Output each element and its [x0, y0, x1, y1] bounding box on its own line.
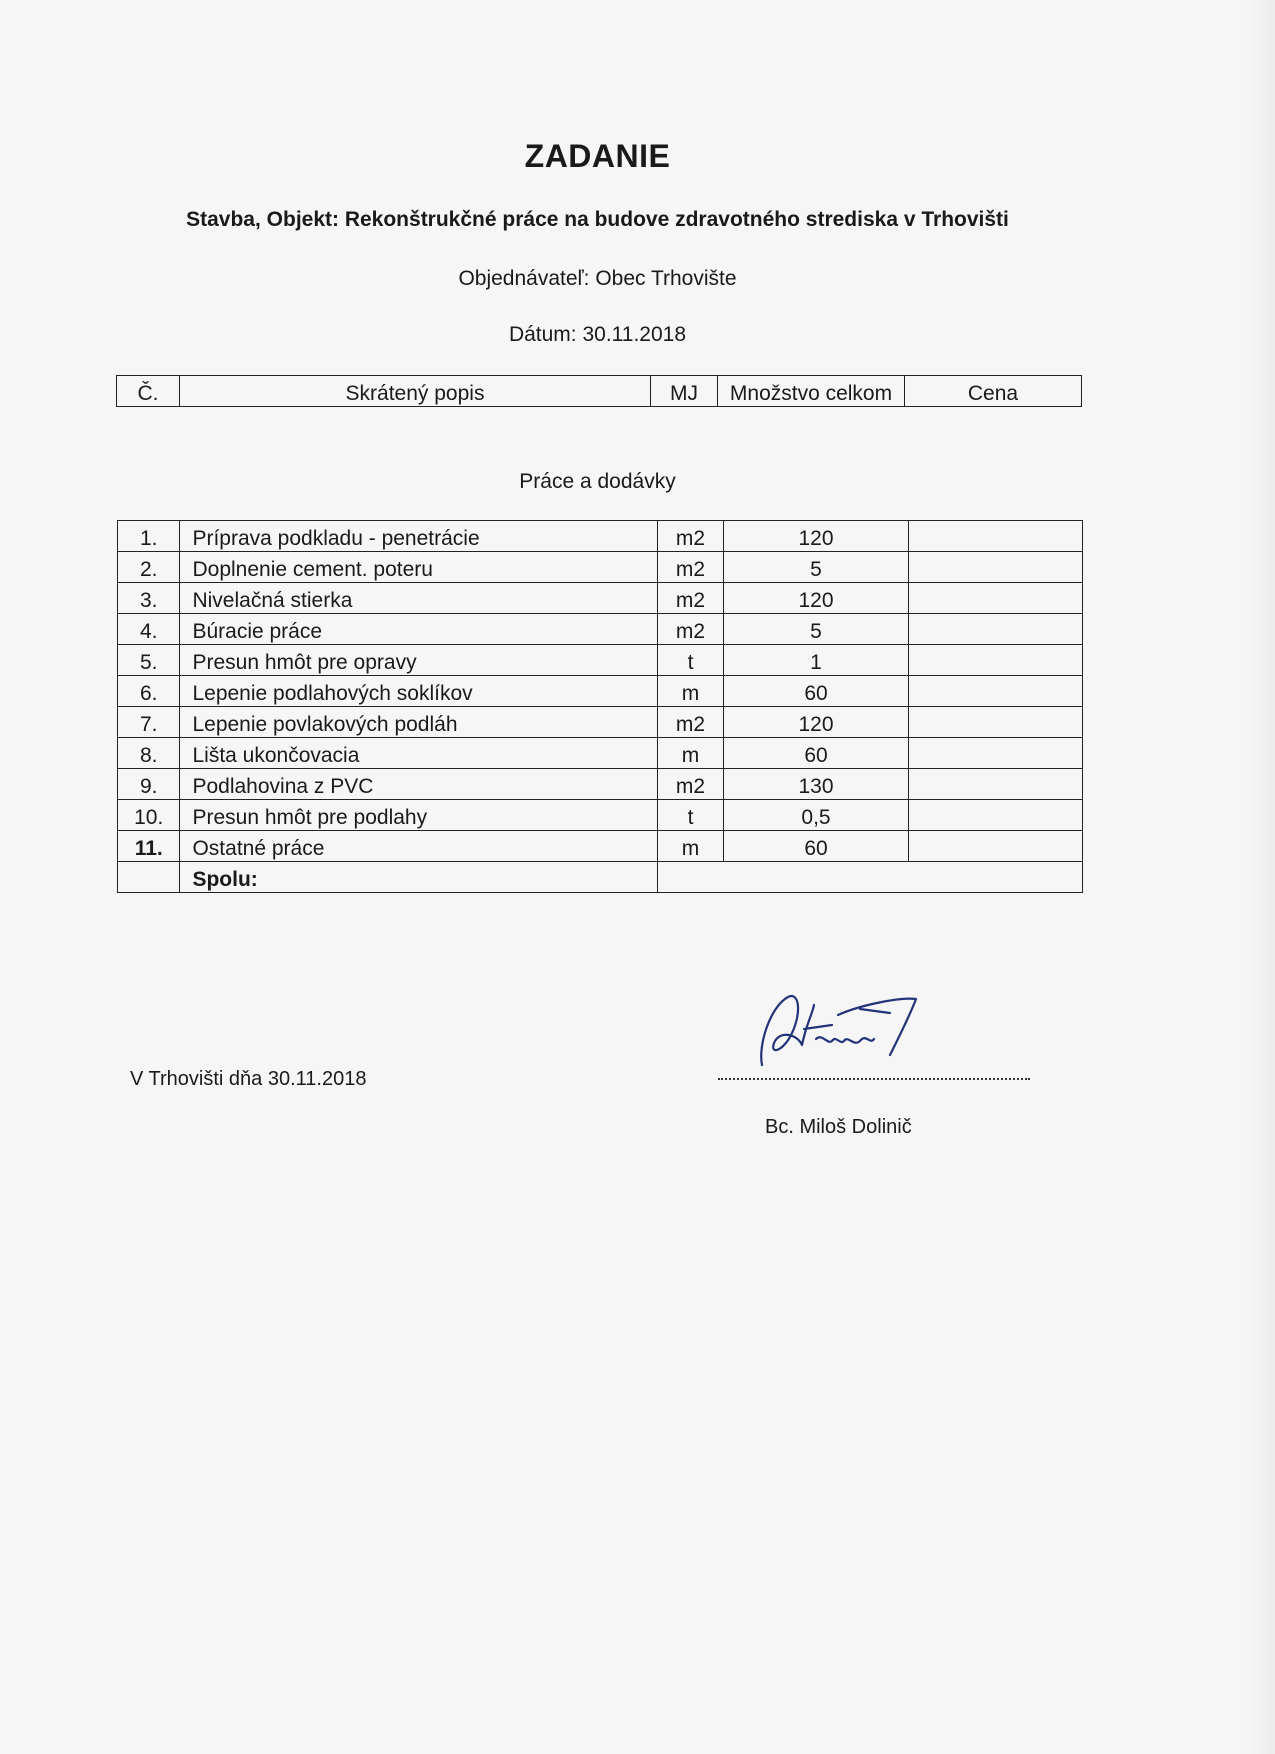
table-row — [118, 521, 1083, 552]
row-desc: Doplnenie cement. poteru — [180, 552, 657, 583]
row-qty: 130 — [724, 769, 909, 800]
header-mj: MJ — [651, 376, 718, 407]
row-num: 10. — [118, 800, 180, 831]
row-mj: t — [657, 645, 723, 676]
row-qty: 1 — [724, 645, 909, 676]
row-qty: 120 — [724, 707, 909, 738]
row-price — [908, 800, 1082, 831]
row-price — [908, 707, 1082, 738]
section-title: Práce a dodávky — [519, 470, 676, 493]
document-title: ZADANIE — [524, 138, 671, 174]
row-mj: m2 — [657, 521, 723, 552]
row-price — [908, 583, 1082, 614]
table-row — [118, 707, 1083, 738]
row-num: 1. — [118, 521, 180, 552]
header-price: Cena — [905, 376, 1082, 407]
table-row — [118, 614, 1083, 645]
total-value-cell — [657, 862, 1082, 893]
place-date: V Trhovišti dňa 30.11.2018 — [130, 1068, 367, 1090]
header-num: Č. — [117, 376, 180, 407]
datum-line: Dátum: 30.11.2018 — [508, 323, 687, 346]
row-qty: 5 — [724, 552, 909, 583]
row-price — [908, 552, 1082, 583]
table-row — [118, 831, 1083, 862]
row-num: 9. — [118, 769, 180, 800]
stavba-line: Stavba, Objekt: Rekonštrukčné práce na budove zdravotného strediska v Trhovišti — [186, 208, 1009, 231]
table-row — [118, 738, 1083, 769]
header-row — [117, 376, 1082, 407]
row-qty: 60 — [724, 738, 909, 769]
row-qty: 60 — [724, 831, 909, 862]
row-num: 2. — [118, 552, 180, 583]
row-desc: Príprava podkladu - penetrácie — [180, 521, 657, 552]
row-desc: Presun hmôt pre podlahy — [180, 800, 657, 831]
total-num-cell — [118, 862, 180, 893]
table-row — [118, 676, 1083, 707]
row-mj: m2 — [657, 583, 723, 614]
items-table — [117, 520, 1083, 893]
row-qty: 60 — [724, 676, 909, 707]
row-price — [908, 676, 1082, 707]
row-desc: Ostatné práce — [180, 831, 657, 862]
row-mj: m2 — [657, 707, 723, 738]
row-qty: 0,5 — [724, 800, 909, 831]
row-num: 6. — [118, 676, 180, 707]
row-num: 11. — [118, 831, 180, 862]
row-mj: t — [657, 800, 723, 831]
row-mj: m2 — [657, 769, 723, 800]
row-desc: Nivelačná stierka — [180, 583, 657, 614]
row-desc: Búracie práce — [180, 614, 657, 645]
row-num: 8. — [118, 738, 180, 769]
header-table — [116, 375, 1082, 407]
row-price — [908, 831, 1082, 862]
scan-edge — [1245, 0, 1275, 1754]
row-price — [908, 769, 1082, 800]
signature-line — [718, 1066, 1030, 1080]
table-row — [118, 800, 1083, 831]
row-desc: Podlahovina z PVC — [180, 769, 657, 800]
row-mj: m — [657, 738, 723, 769]
total-row — [118, 862, 1083, 893]
row-mj: m — [657, 676, 723, 707]
row-qty: 120 — [724, 521, 909, 552]
total-label: Spolu: — [180, 862, 657, 893]
row-price — [908, 521, 1082, 552]
row-price — [908, 614, 1082, 645]
signer-name: Bc. Miloš Dolinič — [765, 1116, 912, 1138]
row-mj: m — [657, 831, 723, 862]
table-row — [118, 583, 1083, 614]
row-mj: m2 — [657, 614, 723, 645]
row-desc: Presun hmôt pre opravy — [180, 645, 657, 676]
header-qty: Množstvo celkom — [718, 376, 905, 407]
header-desc: Skrátený popis — [180, 376, 651, 407]
row-qty: 120 — [724, 583, 909, 614]
row-desc: Lepenie podlahových soklíkov — [180, 676, 657, 707]
row-num: 4. — [118, 614, 180, 645]
row-num: 3. — [118, 583, 180, 614]
row-mj: m2 — [657, 552, 723, 583]
row-price — [908, 645, 1082, 676]
row-num: 5. — [118, 645, 180, 676]
objednavatel-line: Objednávateľ: Obec Trhovište — [458, 267, 737, 290]
table-row — [118, 645, 1083, 676]
row-desc: Lepenie povlakových podláh — [180, 707, 657, 738]
table-row — [118, 552, 1083, 583]
row-desc: Lišta ukončovacia — [180, 738, 657, 769]
row-price — [908, 738, 1082, 769]
row-qty: 5 — [724, 614, 909, 645]
table-row — [118, 769, 1083, 800]
row-num: 7. — [118, 707, 180, 738]
